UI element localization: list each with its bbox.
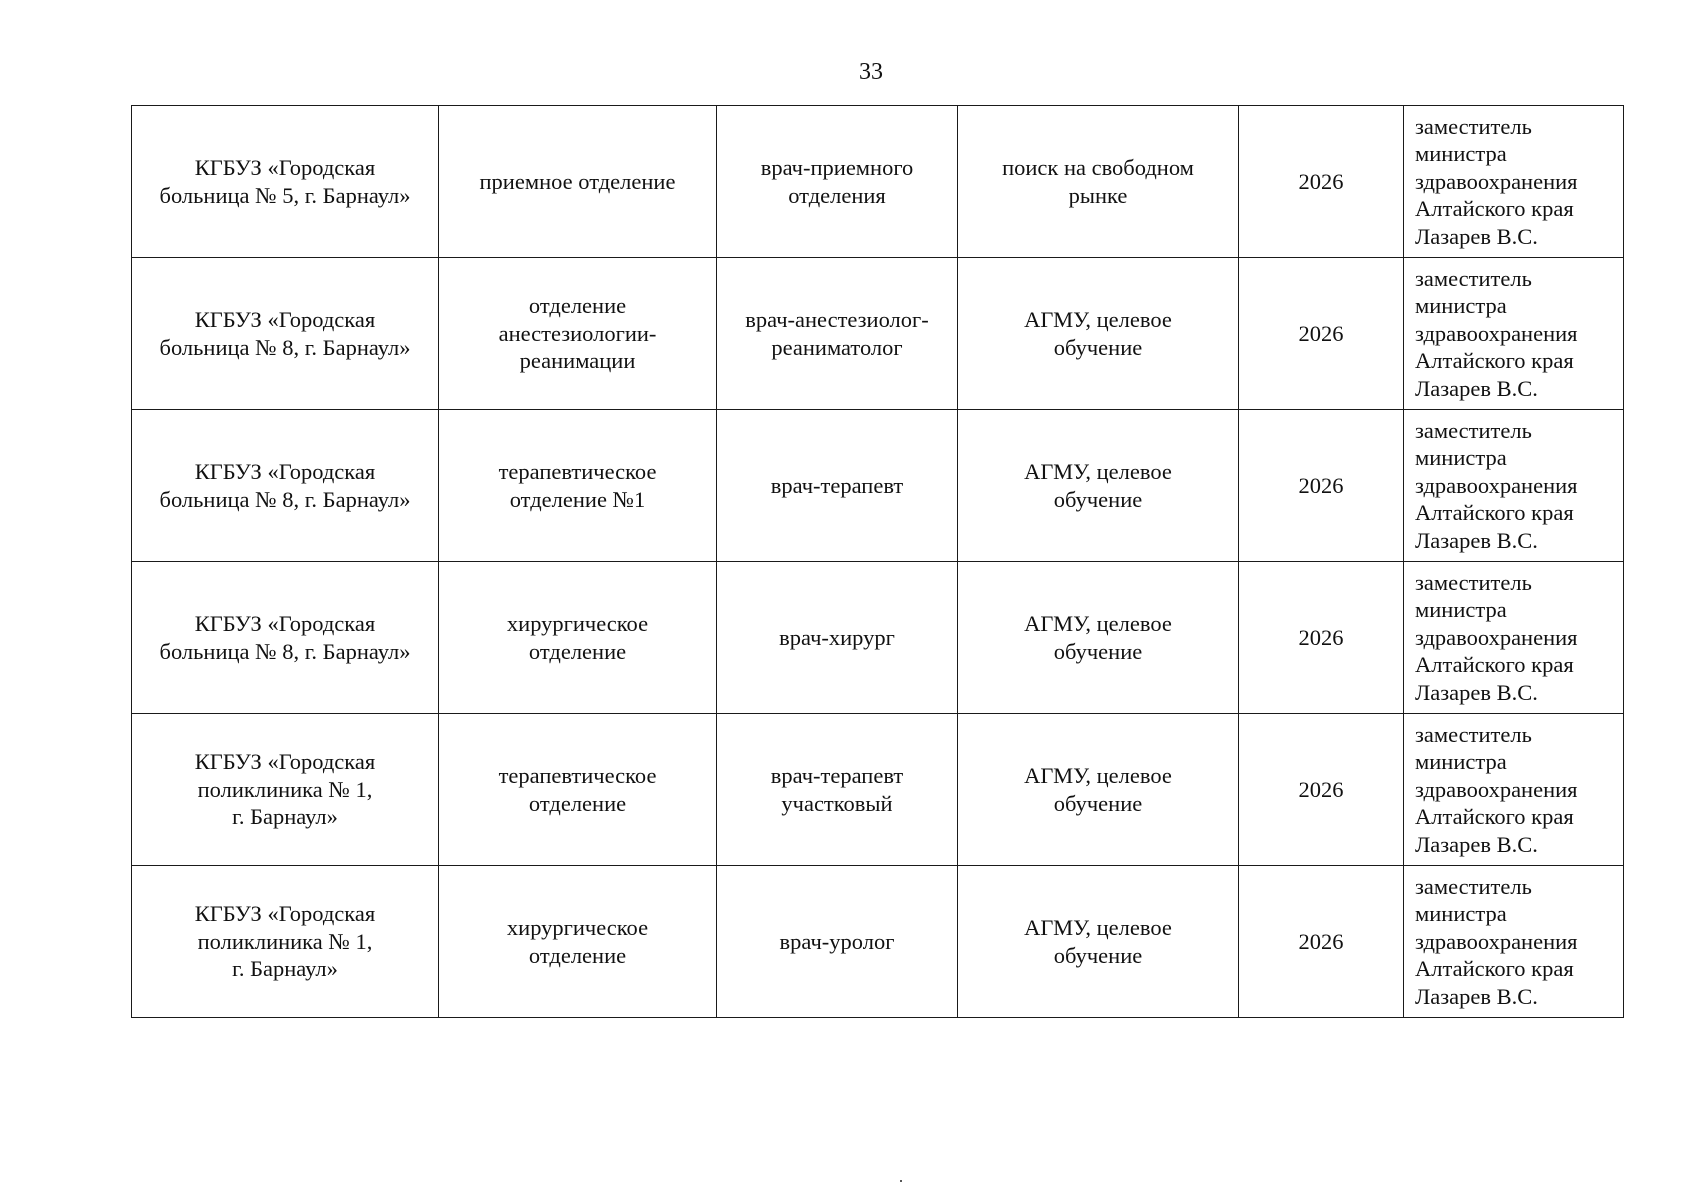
organization-text: КГБУЗ «Городская поликлиника № 1, г. Барнаул» [194,749,376,830]
department-text: терапевтическое отделение [498,763,657,816]
scan-speck [900,1180,902,1182]
year-cell [1239,866,1404,1018]
source-text: АГМУ, целевое обучение [1024,459,1172,512]
table-row [132,258,1624,410]
position-text: врач-терапевт участковый [770,763,904,816]
year-cell [1239,258,1404,410]
source-text: поиск на свободном рынке [1002,155,1194,208]
source-text: АГМУ, целевое обучение [1024,611,1172,664]
organization-text: КГБУЗ «Городская больница № 8, г. Барнаул» [159,611,411,664]
organization-cell [132,866,439,1018]
organization-cell [132,410,439,562]
department-cell [439,866,717,1018]
responsible-cell [1404,106,1624,258]
year-text: 2026 [1298,624,1344,650]
position-text: врач-приемного отделения [760,155,914,208]
year-text: 2026 [1298,320,1344,346]
department-cell [439,714,717,866]
position-cell [717,562,958,714]
organization-text: КГБУЗ «Городская поликлиника № 1, г. Барнаул» [194,901,376,982]
year-cell [1239,106,1404,258]
responsible-cell [1404,410,1624,562]
table-row [132,562,1624,714]
table-row [132,106,1624,258]
organization-cell [132,562,439,714]
year-cell [1239,562,1404,714]
source-cell [958,106,1239,258]
source-text: АГМУ, целевое обучение [1024,915,1172,968]
position-cell [717,106,958,258]
responsible-text: заместитель министра здравоохранения Алтайского края Лазарев В.С. [1415,721,1578,857]
responsible-text: заместитель министра здравоохранения Алтайского края Лазарев В.С. [1415,569,1578,705]
responsible-cell [1404,714,1624,866]
department-cell [439,258,717,410]
responsible-cell [1404,562,1624,714]
position-text: врач-хирург [779,624,895,650]
staffing-table-container [131,105,1623,1018]
source-cell [958,562,1239,714]
table-row [132,866,1624,1018]
department-cell [439,410,717,562]
year-text: 2026 [1298,776,1344,802]
source-text: АГМУ, целевое обучение [1024,763,1172,816]
table-row [132,714,1624,866]
source-cell [958,410,1239,562]
source-cell [958,866,1239,1018]
department-text: отделение анестезиологии- реанимации [498,293,657,374]
organization-text: КГБУЗ «Городская больница № 8, г. Барнаул» [159,459,411,512]
responsible-text: заместитель министра здравоохранения Алтайского края Лазарев В.С. [1415,113,1578,249]
department-text: приемное отделение [479,168,676,194]
table-row [132,410,1624,562]
position-cell [717,866,958,1018]
organization-text: КГБУЗ «Городская больница № 5, г. Барнаул» [159,155,411,208]
responsible-text: заместитель министра здравоохранения Алтайского края Лазарев В.С. [1415,265,1578,401]
organization-text: КГБУЗ «Городская больница № 8, г. Барнаул» [159,307,411,360]
position-text: врач-уролог [779,928,895,954]
year-text: 2026 [1298,168,1344,194]
department-text: хирургическое отделение [506,611,649,664]
position-cell [717,410,958,562]
department-cell [439,106,717,258]
organization-cell [132,106,439,258]
page-number: 33 [859,59,883,85]
source-text: АГМУ, целевое обучение [1024,307,1172,360]
position-cell [717,258,958,410]
year-cell [1239,714,1404,866]
responsible-cell [1404,866,1624,1018]
organization-cell [132,258,439,410]
position-cell [717,714,958,866]
year-cell [1239,410,1404,562]
responsible-cell [1404,258,1624,410]
organization-cell [132,714,439,866]
position-text: врач-терапевт [770,472,904,498]
year-text: 2026 [1298,928,1344,954]
department-text: терапевтическое отделение №1 [498,459,657,512]
year-text: 2026 [1298,472,1344,498]
department-text: хирургическое отделение [506,915,649,968]
responsible-text: заместитель министра здравоохранения Алтайского края Лазарев В.С. [1415,417,1578,553]
source-cell [958,258,1239,410]
source-cell [958,714,1239,866]
department-cell [439,562,717,714]
staffing-table [131,105,1624,1018]
responsible-text: заместитель министра здравоохранения Алтайского края Лазарев В.С. [1415,873,1578,1009]
position-text: врач-анестезиолог- реаниматолог [745,307,929,360]
